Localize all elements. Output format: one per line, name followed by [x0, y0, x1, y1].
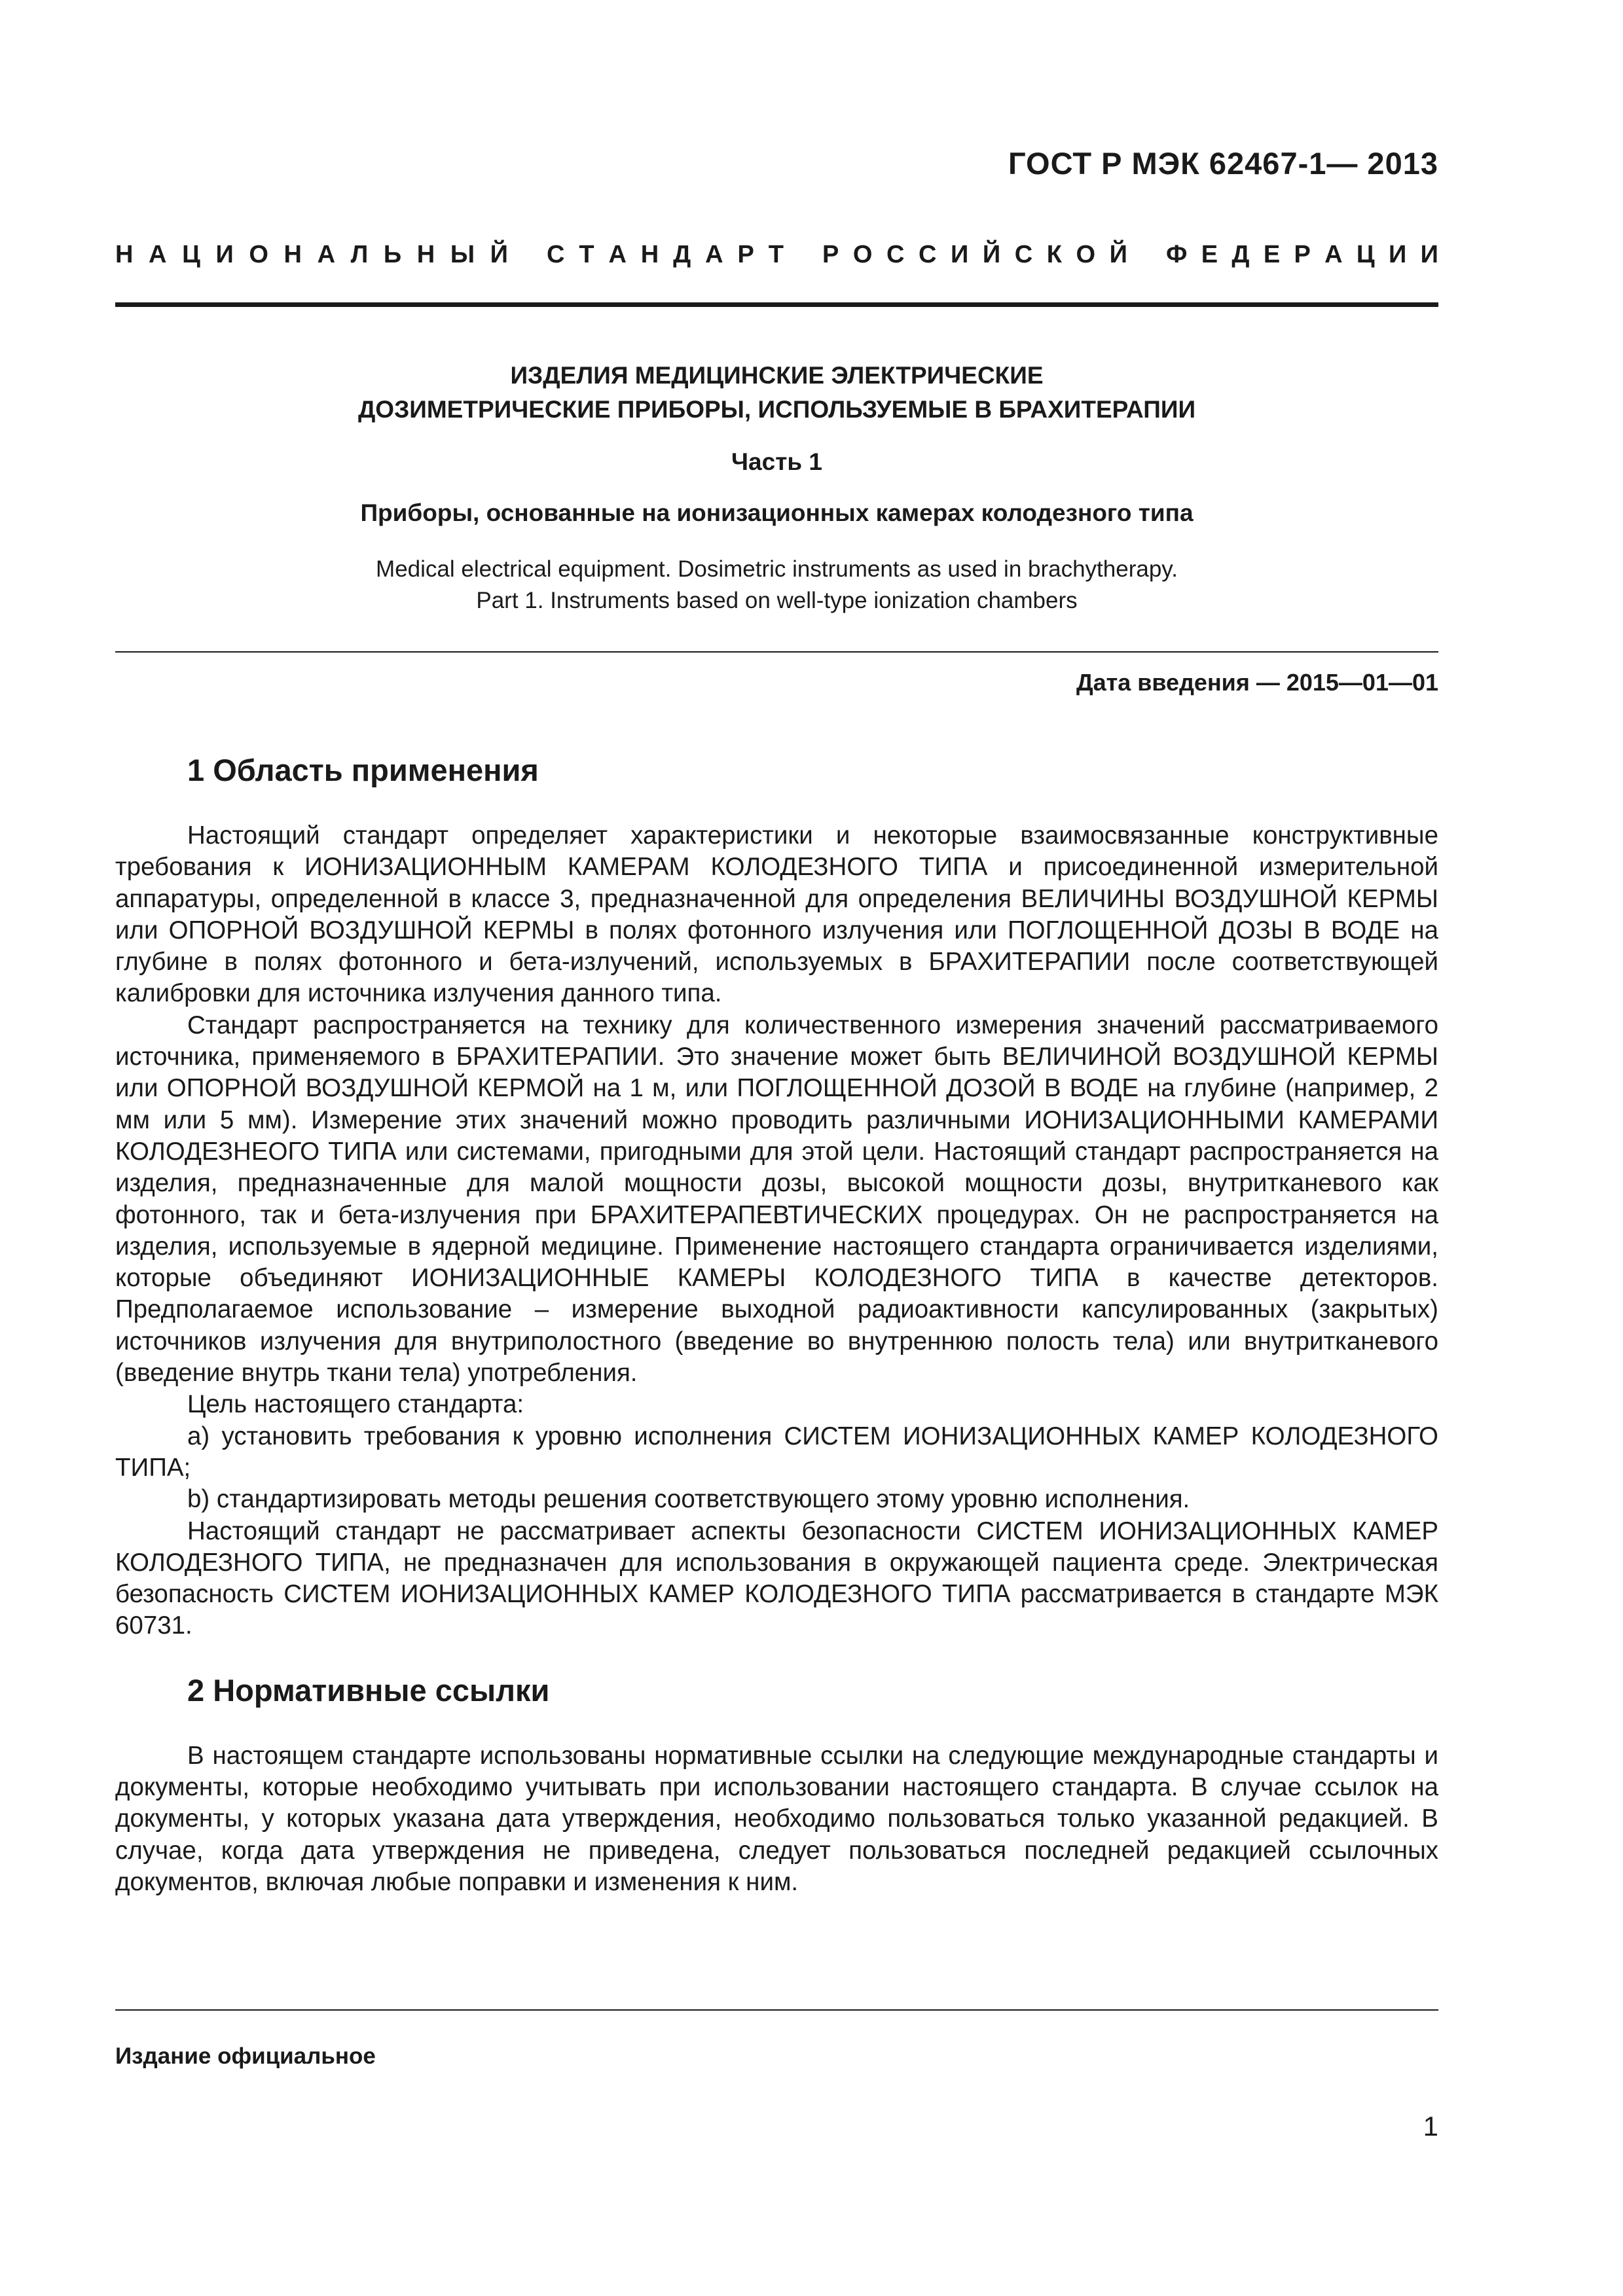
national-title-word: [1166, 241, 1438, 269]
title-letter: И: [1420, 241, 1438, 268]
title-letter: И: [215, 241, 234, 268]
title-divider: [115, 651, 1438, 653]
title-letter: С: [547, 241, 565, 268]
title-letter: Ь: [383, 241, 402, 268]
title-letter: Е: [1201, 241, 1218, 268]
document-code: ГОСТ Р МЭК 62467-1— 2013: [1008, 146, 1438, 181]
title-letter: Й: [982, 241, 1001, 268]
title-letter: Р: [1294, 241, 1311, 268]
edition-note: Издание официальное: [115, 2043, 376, 2069]
list-item: b) стандартизировать методы решения соответствующего этому уровню исполнения.: [187, 1485, 1190, 1514]
english-title: [115, 554, 1438, 617]
title-letter: О: [1076, 241, 1096, 268]
title-letter: А: [149, 241, 167, 268]
title-letter: Е: [1263, 241, 1281, 268]
title-letter: Т: [768, 241, 784, 268]
title-letter: А: [317, 241, 336, 268]
national-standard-title: [115, 241, 1438, 269]
title-letter: Й: [1109, 241, 1127, 268]
title-letter: С: [919, 241, 937, 268]
part-subtitle: Приборы, основанные на ионизационных камерах колодезного типа: [360, 499, 1194, 526]
paragraph: Стандарт распространяется на технику для количественного измерения значений рассматриваемого источника, применяемого в БРАХИТЕРАПИИ. Это значение может быть ВЕЛИЧИНОЙ ВОЗДУШНОЙ КЕРМЫ или ОПОРНОЙ ВОЗДУШНОЙ КЕРМОЙ на 1 м, или ПОГЛОЩЕННОЙ ДОЗОЙ В ВОДЕ на глубине (например, 2 мм или 5 мм). Измерение этих значений можно проводить различными ИОНИЗАЦИОННЫМИ КАМЕРАМИ КОЛОДЕЗНЕОГО ТИПА или системами, пригодными для этой цели. Настоящий стандарт распространяется на изделия, предназначенные для малой мощности дозы, высокой мощности дозы, внутритканевого как фотонного, так и бета-излучения при БРАХИТЕРАПЕВТИЧЕСКИХ процедурах. Он не распространяется на изделия, используемые в ядерной медицине. Применение настоящего стандарта ограничивается изделиями, которые объединяют ИОНИЗАЦИОННЫЕ КАМЕРЫ КОЛОДЕЗНОГО ТИПА в качестве детекторов. Предполагаемое использование – измерение выходной радиоактивности капсулированных (закрытых) источников излучения для внутриполостного (введение во внутреннюю полость тела) или внутритканевого (введение внутрь ткани тела) употребления.: [115, 1011, 1438, 1388]
document-body: [115, 749, 1438, 1898]
title-letter: Т: [579, 241, 594, 268]
english-title-line: Part 1. Instruments based on well-type ionization chambers: [476, 588, 1078, 613]
title-letter: Н: [416, 241, 435, 268]
title-letter: Л: [350, 241, 369, 268]
title-letter: Ы: [450, 241, 475, 268]
english-title-line: Medical electrical equipment. Dosimetric instruments as used in brachytherapy.: [376, 556, 1178, 582]
title-letter: О: [852, 241, 873, 268]
title-letter: К: [1046, 241, 1062, 268]
paragraph: Настоящий стандарт определяет характеристики и некоторые взаимосвязанные конструктивные требования к ИОНИЗАЦИОННЫМ КАМЕРАМ КОЛОДЕЗНОГО ТИПА и присоединенной измерительной аппаратуры, определенной в классе 3, предназначенной для определения ВЕЛИЧИНЫ ВОЗДУШНОЙ КЕРМЫ или ОПОРНОЙ ВОЗДУШНОЙ КЕРМЫ в полях фотонного излучения или ПОГЛОЩЕННОЙ ДОЗЫ В ВОДЕ на глубине в полях фотонного и бета-излучений, используемых в БРАХИТЕРАПИИ после соответствующей калибровки для источника излучения данного типа.: [115, 821, 1438, 1008]
title-letter: Д: [1231, 241, 1250, 268]
title-letter: А: [1324, 241, 1343, 268]
national-title-word: [115, 241, 508, 269]
standard-title-line: ДОЗИМЕТРИЧЕСКИЕ ПРИБОРЫ, ИСПОЛЬЗУЕМЫЕ В БРАХИТЕРАПИИ: [357, 396, 1196, 423]
standard-title-line: ИЗДЕЛИЯ МЕДИЦИНСКИЕ ЭЛЕКТРИЧЕСКИЕ: [510, 362, 1044, 389]
paragraph: Настоящий стандарт не рассматривает аспекты безопасности СИСТЕМ ИОНИЗАЦИОННЫХ КАМЕР КОЛОДЕЗНОГО ТИПА, не предназначен для использования в окружающей пациента среде. Электрическая безопасность СИСТЕМ ИОНИЗАЦИОННЫХ КАМЕР КОЛОДЕЗНОГО ТИПА рассматривается в стандарте МЭК 60731.: [115, 1516, 1438, 1640]
footer-divider: [115, 2009, 1438, 2011]
introduction-date: Дата введения — 2015—01—01: [1076, 669, 1438, 696]
title-letter: Й: [490, 241, 508, 268]
title-letter: И: [1389, 241, 1407, 268]
title-letter: С: [1014, 241, 1033, 268]
section-heading: 2 Нормативные ссылки: [187, 1672, 550, 1708]
header-divider: [115, 302, 1438, 307]
title-letter: Д: [673, 241, 691, 268]
title-letter: Н: [640, 241, 659, 268]
paragraph: Цель настоящего стандарта:: [187, 1390, 524, 1419]
title-letter: С: [886, 241, 905, 268]
title-letter: Р: [737, 241, 754, 268]
title-letter: Ц: [1356, 241, 1375, 268]
title-letter: Н: [115, 241, 134, 268]
title-letter: Р: [822, 241, 839, 268]
list-item: a) установить требования к уровню исполнения СИСТЕМ ИОНИЗАЦИОННЫХ КАМЕР КОЛОДЕЗНОГО ТИПА;: [115, 1422, 1438, 1482]
title-letter: И: [951, 241, 969, 268]
part-number: Часть 1: [731, 448, 822, 475]
section-heading: 1 Область применения: [187, 753, 539, 787]
national-title-word: [822, 241, 1127, 269]
title-letter: Н: [283, 241, 302, 268]
title-block: [115, 359, 1438, 617]
title-letter: А: [608, 241, 627, 268]
title-letter: Ц: [182, 241, 200, 268]
title-letter: А: [705, 241, 723, 268]
page-number: 1: [1423, 2111, 1438, 2142]
title-letter: Ф: [1166, 241, 1188, 268]
title-letter: О: [249, 241, 268, 268]
national-title-word: [547, 241, 784, 269]
paragraph: В настоящем стандарте использованы нормативные ссылки на следующие международные стандарты и документы, которые необходимо учитывать при использовании настоящего стандарта. В случае ссылок на документы, у которых указана дата утверждения, необходимо пользоваться только указанной редакцией. В случае, когда дата утверждения не приведена, следует пользоваться последней редакцией ссылочных документов, включая любые поправки и изменения к ним.: [115, 1741, 1438, 1896]
